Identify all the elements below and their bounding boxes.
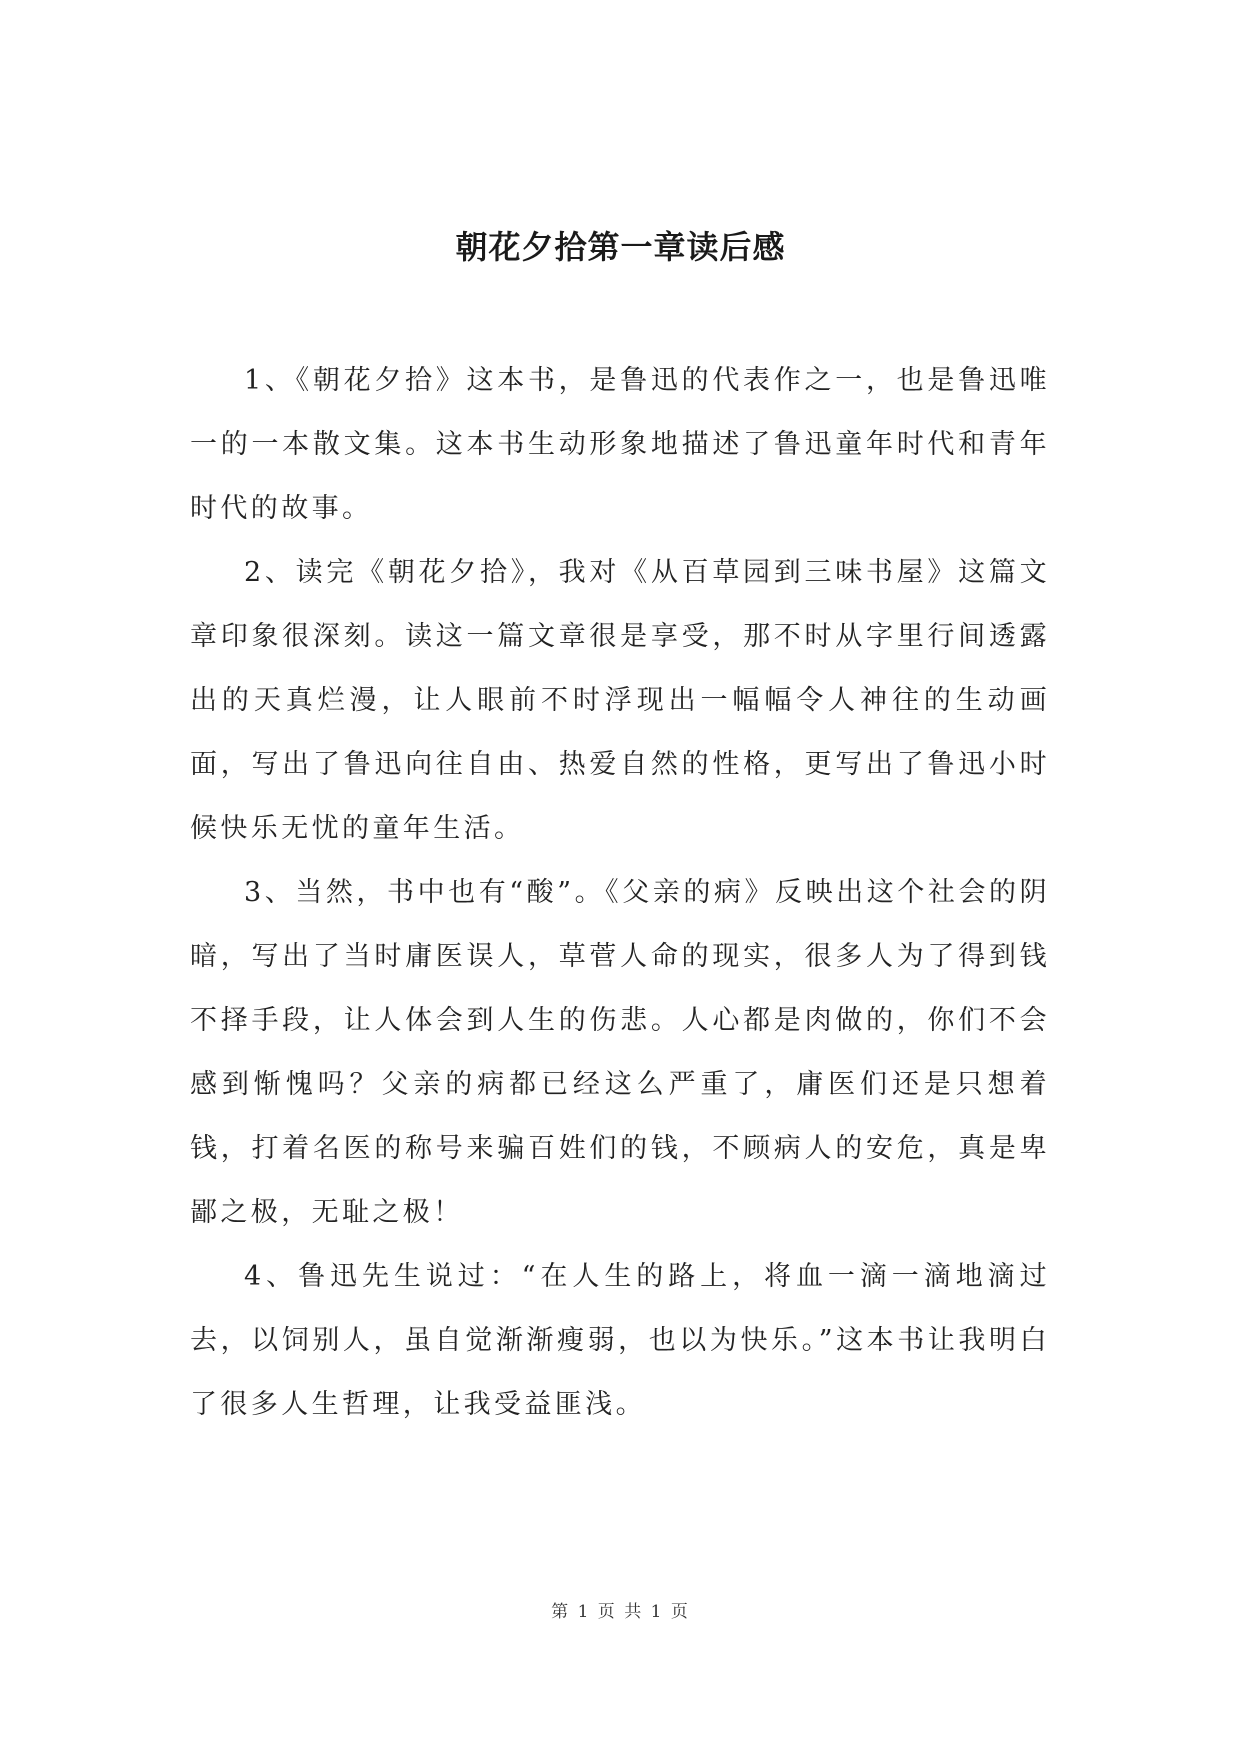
paragraph-2: 2、读完《朝花夕拾》，我对《从百草园到三味书屋》这篇文章印象很深刻。读这一篇文章很是享受，那不时从字里行间透露出的天真烂漫，让人眼前不时浮现出一幅幅令人神往的生动画面，写出了鲁迅向往自由、热爱自然的性格，更写出了鲁迅小时候快乐无忧的童年生活。 <box>190 557 1050 844</box>
document-body <box>190 349 1050 1437</box>
paragraph-1: 1、《朝花夕拾》这本书，是鲁迅的代表作之一，也是鲁迅唯一的一本散文集。这本书生动形象地描述了鲁迅童年时代和青年时代的故事。 <box>190 365 1050 524</box>
document-title: 朝花夕拾第一章读后感 <box>455 228 786 266</box>
paragraph-4: 4、鲁迅先生说过：“在人生的路上，将血一滴一滴地滴过去，以饲别人，虽自觉渐渐瘦弱，也以为快乐。”这本书让我明白了很多人生哲理，让我受益匪浅。 <box>190 1261 1050 1420</box>
page-footer: 第 1 页 共 1 页 <box>551 1602 690 1622</box>
paragraph-3: 3、当然，书中也有“酸”。《父亲的病》反映出这个社会的阴暗，写出了当时庸医误人，草菅人命的现实，很多人为了得到钱不择手段，让人体会到人生的伤悲。人心都是肉做的，你们不会感到惭愧吗？父亲的病都已经这么严重了，庸医们还是只想着钱，打着名医的称号来骗百姓们的钱，不顾病人的安危，真是卑鄙之极，无耻之极！ <box>190 877 1050 1228</box>
